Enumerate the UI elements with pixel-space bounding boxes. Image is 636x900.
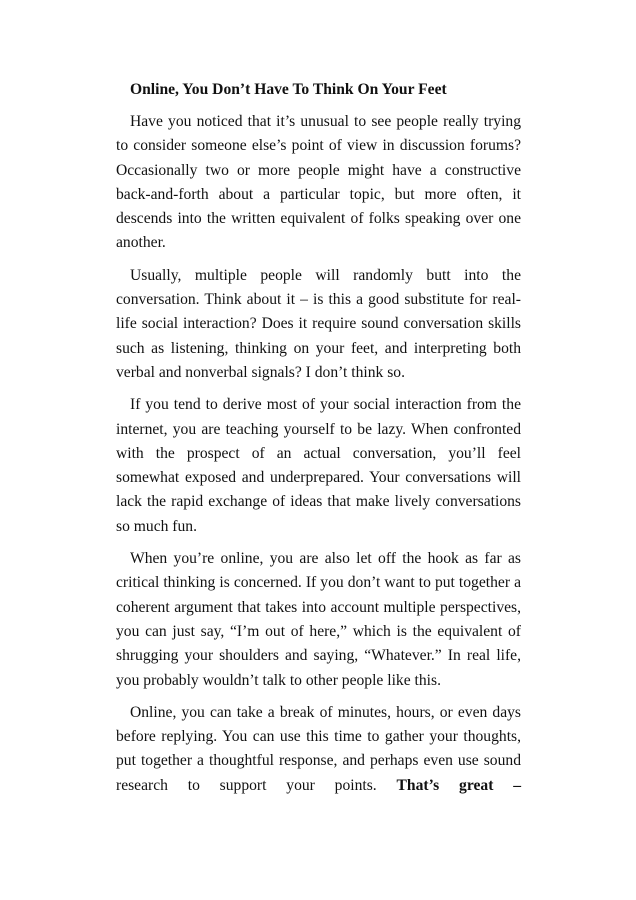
paragraph-1: Have you noticed that it’s unusual to see people really trying to consider someone else’s point of view in discussion forums? Occasionally two or more people might have a constructive back-and-forth about a particular topic, but more often, it descends into the written equivalent of folks speaking over one another. xyxy=(116,113,521,252)
paragraph-2: Usually, multiple people will randomly butt into the conversation. Think about it – is this a good substitute for real-life social interaction? Does it require sound conversation skills such as listening, thinking on your feet, and interpreting both verbal and nonverbal signals? I don’t think so. xyxy=(116,266,521,381)
paragraph-4: When you’re online, you are also let off the hook as far as critical thinking is concerned. If you don’t want to put together a coherent argument that takes into account multiple perspectives, you can just say, “I’m out of here,” which is the equivalent of shrugging your shoulders and saying, “Whatever.” In real life, you probably wouldn’t talk to other people like this. xyxy=(116,550,521,689)
paragraph-5-bold-text: That’s great – xyxy=(396,776,522,794)
section-heading: Online, You Don’t Have To Think On Your Feet xyxy=(130,81,447,98)
paragraph-5-text: Online, you can take a break of minutes, hours, or even days before replying. You can use this time to gather your thoughts, put together a thoughtful response, and perhaps even use sound research to support your points. xyxy=(116,703,521,794)
paragraph-3: If you tend to derive most of your social interaction from the internet, you are teaching yourself to be lazy. When confronted with the prospect of an actual conversation, you’ll feel somewhat exposed and underprepared. Your conversations will lack the rapid exchange of ideas that make lively conversations so much fun. xyxy=(116,396,521,535)
document-page xyxy=(116,78,521,798)
paragraph-5 xyxy=(116,701,521,798)
